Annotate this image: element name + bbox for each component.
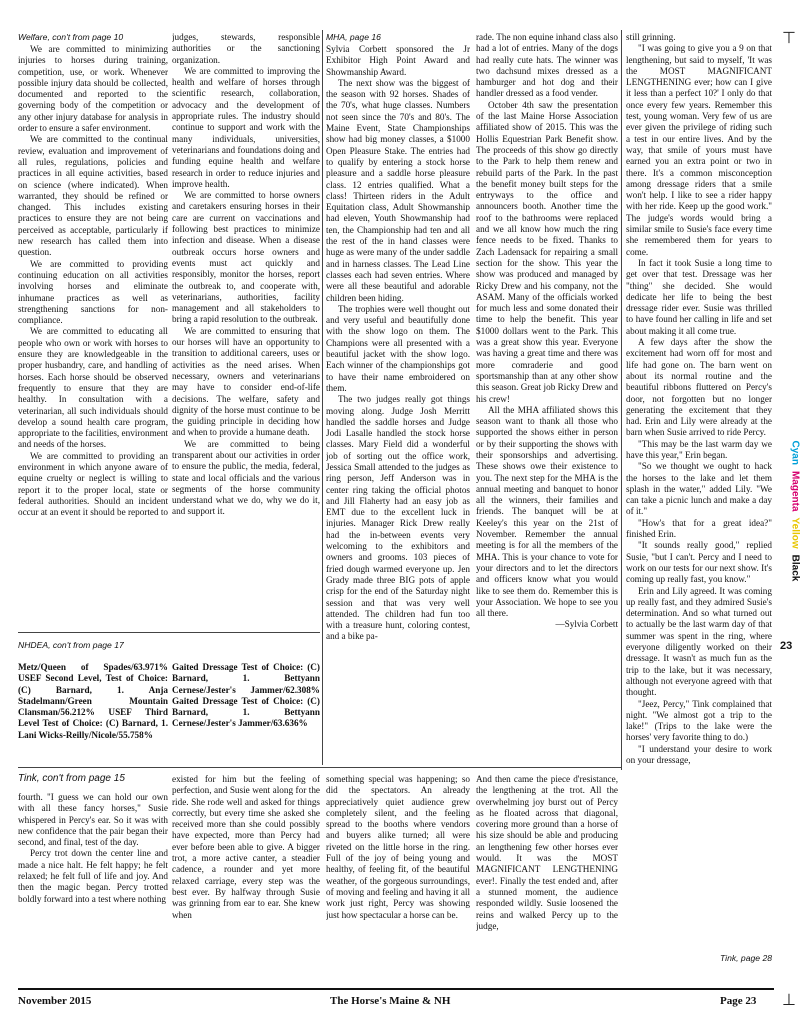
welfare-bottom-rule <box>18 632 320 633</box>
paragraph: We are committed to providing an environment in which anyone aware of equine cruelty or neglect is willing to report it to the proper local, state or federal authorities. Should an incident occur at an event it should be reported to <box>18 450 168 518</box>
paragraph: "I understand your desire to work on your dressage, <box>626 743 772 765</box>
paragraph: "So we thought we ought to hack the horses to the lake and let them splash in the water," added Lily. "We can take a picnic lunch and make a day of it." <box>626 461 772 517</box>
paragraph: We are committed to ensuring that our horses will have an opportunity to transition to additional careers, uses or activities as the need arises. When necessary, owners and veterinarians may have to consider end-of-life decisions. The welfare, safety and dignity of the horse must continue to be the guiding principle in deciding how and when to provide a humane death. <box>172 325 320 438</box>
welfare-jump-line: Welfare, con't from page 10 <box>18 32 124 42</box>
paragraph: The two judges really got things moving along. Judge Josh Merritt handled the saddle horses and Judge Jodi Lasalle handled the stock horse classes. Mary Field did a wonderful job of sorting out the office work, Jessica Small attended to the judges as ring person, Jeff Anderson was in center ring taking the official photos and Jill Flaherty had an easy job as EMT due to the excellent luck in injuries. Manager Rick Drew really had the in-between events very welcoming to the exhibitors and owners and grooms. 103 pieces of fried dough warmed everyone up. Jen Grady made three BIG pots of apple crisp for the end of the Saturday night session and that was very well attended. The children had fun too with a treasure hunt, coloring contest, and a bike pa- <box>326 394 470 642</box>
paragraph: We are committed to horse owners and caretakers ensuring horses in their care are current on vaccinations and following best practices to minimize infection and disease. When a disease outbreak occurs horse owners and events must act quickly and responsibly, monitor the horses, report the outbreak to, and cooperate with, veterinarians, authorities, facility management and all stakeholders to bring a rapid resolution to the outbreak. <box>172 190 320 325</box>
tink-column-1 <box>18 792 168 972</box>
color-bar-text: CyanMagentaYellowBlack <box>789 440 800 582</box>
paragraph: We are committed to minimizing injuries to horses during training, competition, use, or work. Whenever possible injury data should be collected, documented and reported to the governing body of the competition or any other injury database for analysis in order to ensure a safer environment. <box>18 44 168 134</box>
paragraph: We are committed to the continual review, evaluation and improvement of all rules, regulations, policies and practices in all equine activities, based on science (where indicated). When warranted, they should be refined or changed. This includes existing practices to ensure they are not being perceived as acceptable, particularly if new research has called them into question. <box>18 134 168 258</box>
mha-column-3 <box>326 32 470 765</box>
paragraph: fourth. "I guess we can hold our own with all these fancy horses," Susie whispered in Percy's ear. So it was with new confidence that the pair began their second, and final, test of the day. <box>18 792 168 848</box>
tink-top-rule <box>18 767 622 768</box>
paragraph: We are committed to educating all people who own or work with horses to ensure they are knowledgeable in the proper husbandry, care, and handling of horses. Each horse should be observed frequently to ensure that they are healthy. In consultation with a veterinarian, all such individuals should develop a sound health care program, appropriate to the facilities, environment and needs of the horses. <box>18 326 168 450</box>
paragraph: We are committed to improving the health and welfare of horses through scientific research, collaboration, advocacy and the development of appropriate rules. The industry should continue to support and work with the many individuals, universities, veterinarians and foundations doing and funding equine health and welfare research in order to reduce injuries and improve health. <box>172 65 320 189</box>
paragraph: We are committed to being transparent about our activities in order to ensure the public, the media, federal, state and local officials and the various segments of the horse community understand what we do, why we do it, and support it. <box>172 438 320 517</box>
footer-publication: The Horse's Maine & NH <box>330 995 451 1007</box>
paragraph: rade. The non equine inhand class also had a lot of entries. Many of the dogs had really cute hats. The winner was two dachsund mixes dressed as a hamburger and hot dog and their handler dressed as a food vender. <box>476 32 618 99</box>
color-bar-label <box>780 440 800 610</box>
tink-column-4 <box>476 774 618 972</box>
welfare-column-1 <box>18 32 168 624</box>
paragraph: "This may be the last warm day we have this year," Erin began. <box>626 438 772 460</box>
nhdea-jump-line: NHDEA, con't from page 17 <box>18 640 124 650</box>
paragraph: Percy trot down the center line and made a nice halt. He felt happy; he felt relaxed; he felt full of life and joy. And then the magic began. Percy trotted boldly forward into a test where nothing <box>18 848 168 904</box>
results-text: Metz/Queen of Spades/63.971% USEF Second Level, Test of Choice: (C) Barnard, 1. Anja Stadelmann/Green Mountain Clansman/56.212% USEF Third Level Test of Choice: (C) Barnard, 1. Lani Wicks-Reilly/Nicole/55.758% <box>18 662 168 740</box>
paragraph: Erin and Lily agreed. It was coming up really fast, and they admired Susie's determination. And so what turned out to actually be the last warm day of that summer was spent in the ring, where everyone diligently worked on their dressage. It wasn't as much fun as the trip to the lake, but it was necessary, although not everyone agreed with that thought. <box>626 585 772 698</box>
paragraph: And then came the piece d'resistance, the lengthening at the trot. All the overwhelming joy burst out of Percy as he floated across that diagonal, covering more ground than a horse of his size should be able and producing an lengthening few other horses ever would. It was the MOST MAGNIFICANT LENGTHENING ever!. Finally the test ended and, after a stunned moment, the audience responded wildly. Susie loosened the reins and walked Percy up to the judge, <box>476 774 618 931</box>
section-divider <box>621 30 622 770</box>
paragraph: "I was going to give you a 9 on that lengthening, but said to myself, 'It was the MOST MAGNIFICANT LENGTHENING ever; how can I give it less than a perfect 10?' I only do that once every few years. Remember this test, young woman. Very few of us are ever given the privilege of riding such a test in our entire lives. And by the way, that smile of yours must have earned you an extra point or two in there. It's a common misconception among dressage riders that a smile won't help. I like to see a rider happy with her ride. Keep up the good work." The judge's words would bring a similar smile to Susie's face every time she remembered them for years to come. <box>626 43 772 257</box>
footer-rule <box>18 988 774 990</box>
section-divider <box>322 30 323 765</box>
tink-continued-line: Tink, page 28 <box>720 953 772 963</box>
paragraph: All the MHA affiliated shows this season want to thank all those who supported the shows either in person or by their supporting the shows with their sponsorships and advertising. These shows owe their existence to you. The next step for the MHA is the annual meeting and banquet to honor all the winners, their families and friends. The banquet will be at Keeley's this year on the 21st of November. Remember the annual meeting is for all the members of the MHA. This is your chance to vote for your directors and to let the directors and officers know what you would like to see them do. Remember this is your Association. We hope to see you all there. <box>476 404 618 619</box>
paragraph: The trophies were well thought out and very useful and beautifully done with the show logo on them. The Champions were all presented with a beautiful jacket with the show logo. Each winner of the championships got to have their name embroidered on them. <box>326 303 470 393</box>
paragraph: Sylvia Corbett sponsored the Jr Exhibitor High Point Award and Showmanship Award. <box>326 44 470 77</box>
paragraph: The next show was the biggest of the season with 92 horses. Shades of the 70's, what huge classes. Numbers not seen since the 70's and 80's. The Maine Event, State Championships show had big money classes, a $1000 Open Pleasure Stake. The entries had to qualify by entering a stock horse pleasure and a saddle horse pleasure class. 12 entries qualified. What a class! Thirteen riders in the Adult Equitation class, Adult Showmanship had eleven, Youth Showmanship had ten, the Championship had ten and all the rest of the in hand classes were huge as were many of the under saddle and in harness classes. The Lead Line classes each had seven entries. Where were all these beautiful and adorable children been hiding. <box>326 77 470 303</box>
paragraph: "How's that for a great idea?" finished Erin. <box>626 517 772 540</box>
tink-column-5 <box>626 32 772 957</box>
tink-continued-block <box>626 953 772 967</box>
nhdea-results-left <box>18 662 168 752</box>
footer-date: November 2015 <box>18 995 92 1007</box>
paragraph: still grinning. <box>626 32 676 42</box>
paragraph: October 4th saw the presentation of the last Maine Horse Association affiliated show of 2015. This was the Hollis Equestrian Park Benefit show. The proceeds of this show go directly to the Park to help them renew and rebuild parts of the Park. In the past the benefit money built steps for the entryways to the office and announcers booth. Another time the roof to the bathrooms were replaced and we all know how much the ring fence needs to be fixed. Thanks to Zach Ladensack for repairing a small section for the show. This year the show was produced and managed by Ricky Drew and his company, not the ASAM. Many of the officials worked for much less and some donated their time to help the benefit. This year $1000 dollars went to the Park. This was a great show this year. Everyone was having a great time and there was more comraderie and good sportsmanship than at any other show this season. Great job Ricky Drew and his crew! <box>476 99 618 404</box>
mha-jump-line: MHA, page 16 <box>326 32 381 42</box>
paragraph: "Jeez, Percy," Tink complained that night. "We almost got a trip to the lake!" (Trips to the lake were the horses' very favorite thing to do.) <box>626 698 772 743</box>
paragraph: —Sylvia Corbett <box>555 619 618 630</box>
welfare-column-2 <box>172 32 320 624</box>
side-page-number: 23 <box>780 640 793 652</box>
paragraph: A few days after the show the excitement had worn off for most and life had gone on. The barn went on about its normal routine and the beautiful ribbons fluttered on Percy's door, not forgotten but no longer generating the excitement that they had. Erin and Lily were already at the barn when Susie arrived to ride Percy. <box>626 337 772 438</box>
crop-mark-icon: ⊤ <box>782 28 796 47</box>
mha-column-4 <box>476 32 618 765</box>
paragraph: existed for him but the feeling of perfection, and Susie went along for the ride. She rode well and asked for things correctly, but every time she asked she received more than she could possibly have expected, more than Percy had ever before been able to give. A bigger trot, a more active canter, a steadier cadence, a rounder and yet more relaxed carriage, every step was the best ever. By halfway through Susie was grinning from ear to ear. She knew when <box>172 774 320 920</box>
tink-column-2 <box>172 774 320 972</box>
paragraph: something special was happening; so did the spectators. An already appreciatively quiet audience grew completely silent, and the feeling spread to the booths where vendors and buyers alike turned; all were riveted on the little horse in the ring. Full of the joy of being young and healthy, of feeling fit, of the beautiful weather, of the gorgeous surroundings, of moving and feeling and having it all work just right, Percy was showing just how spectacular a horse can be. <box>326 774 470 920</box>
tink-column-3 <box>326 774 470 972</box>
nhdea-jump-block <box>18 640 320 654</box>
tink-jump-line: Tink, con't from page 15 <box>18 773 125 784</box>
paragraph: judges, stewards, responsible authorities or the sanctioning organization. <box>172 32 320 65</box>
results-text: Gaited Dressage Test of Choice: (C) Barnard, 1. Bettyann Cernese/Jester's Jammer/62.308% Gaited Dressage Test of Choice: (C) Barnard, 1. Bettyann Cernese/Jester's Jammer/63.636% <box>172 662 320 729</box>
paragraph: "It sounds really good," replied Susie, "but I can't. Percy and I need to work on our tests for our next show. It's coming up really fast, you know." <box>626 540 772 585</box>
paragraph: In fact it took Susie a long time to get over that test. Dressage was her "thing" she decided. She would dedicate her life to being the best dressage rider ever. Susie was thrilled to have found her calling in life and set about making it all come true. <box>626 257 772 336</box>
footer-page-number: Page 23 <box>720 995 757 1007</box>
paragraph: We are committed to providing continuing education on all activities involving horses and eliminate inhumane practices as well as strengthening sanctions for non-compliance. <box>18 258 168 326</box>
crop-mark-icon: ⊥ <box>782 990 796 1009</box>
nhdea-results-right <box>172 662 320 752</box>
